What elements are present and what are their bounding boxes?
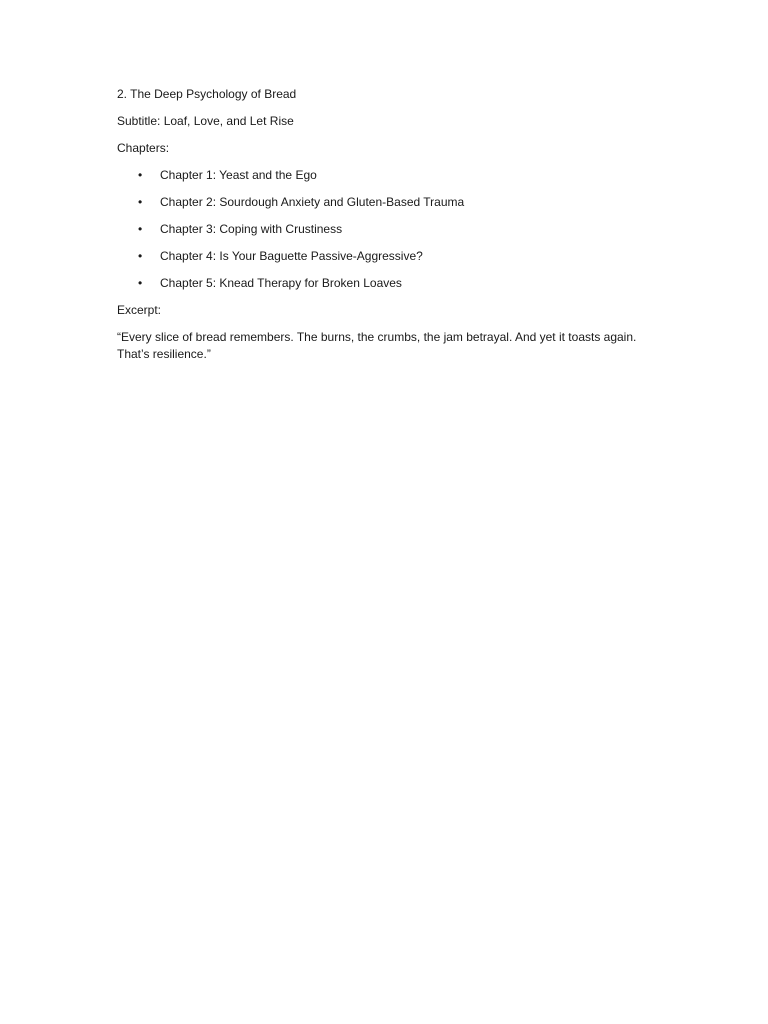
chapter-label: Chapter 2: Sourdough Anxiety and Gluten-Based Trauma xyxy=(160,195,465,209)
chapters-heading: Chapters: xyxy=(117,141,170,155)
list-item xyxy=(117,248,657,265)
bullet-icon: • xyxy=(138,276,143,290)
chapter-label: Chapter 5: Knead Therapy for Broken Loaves xyxy=(160,276,402,290)
document-page xyxy=(117,86,657,363)
chapter-label: Chapter 3: Coping with Crustiness xyxy=(160,222,343,236)
chapter-label: Chapter 4: Is Your Baguette Passive-Aggressive? xyxy=(160,249,423,263)
chapter-label: Chapter 1: Yeast and the Ego xyxy=(160,168,317,182)
document-title: 2. The Deep Psychology of Bread xyxy=(117,87,297,101)
document-subtitle: Subtitle: Loaf, Love, and Let Rise xyxy=(117,114,294,128)
list-item xyxy=(117,275,657,292)
bullet-icon: • xyxy=(138,222,143,236)
excerpt-quote: “Every slice of bread remembers. The burns, the crumbs, the jam betrayal. And yet it toasts again. That’s resilience.” xyxy=(117,330,637,361)
bullet-icon: • xyxy=(138,195,143,209)
chapter-list xyxy=(117,167,657,292)
bullet-icon: • xyxy=(138,249,143,263)
list-item xyxy=(117,167,657,184)
bullet-icon: • xyxy=(138,168,143,182)
list-item xyxy=(117,194,657,211)
excerpt-heading: Excerpt: xyxy=(117,303,162,317)
list-item xyxy=(117,221,657,238)
